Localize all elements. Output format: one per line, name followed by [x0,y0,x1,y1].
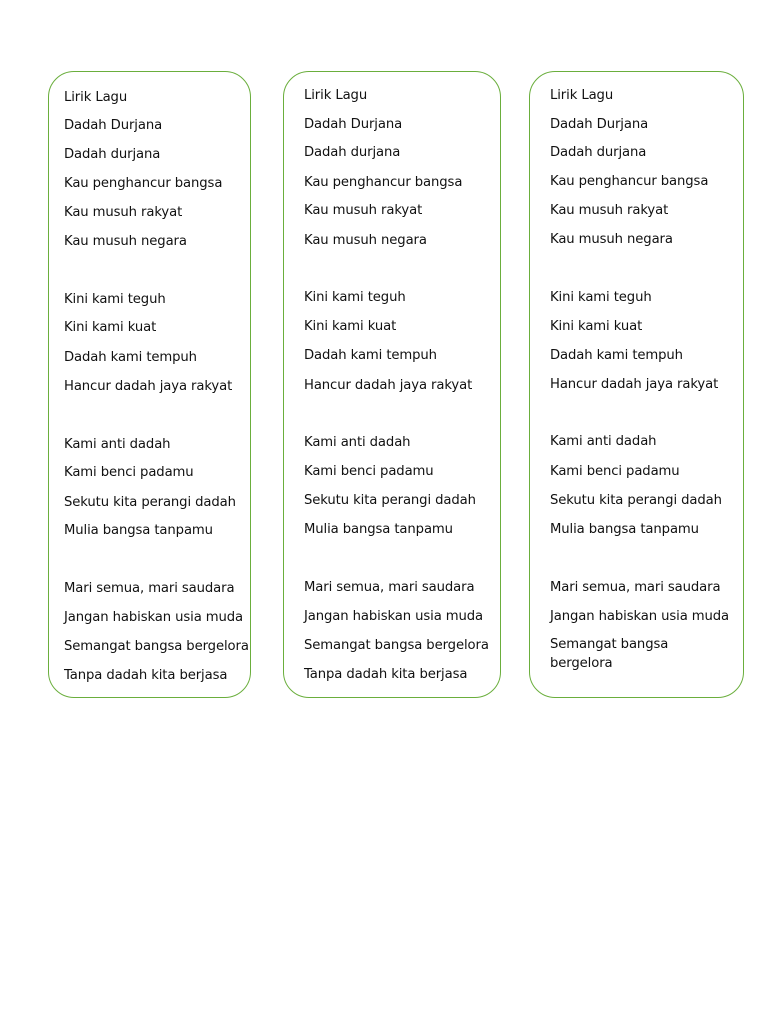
lyrics-heading: Lirik Lagu [64,90,128,105]
lyric-line: Jangan habiskan usia muda [304,609,484,624]
lyric-line: Kini kami kuat [550,319,643,334]
lyric-line: Kau musuh rakyat [304,203,423,218]
lyric-line: Kau musuh negara [550,232,673,247]
lyric-line: Mari semua, mari saudara [64,581,235,596]
lyric-line: Kau penghancur bangsa [550,174,709,189]
lyric-line: Mulia bangsa tanpamu [64,523,213,538]
lyric-line: Jangan habiskan usia muda [64,610,244,625]
lyric-line: Kami benci padamu [304,464,434,479]
lyric-line: Sekutu kita perangi dadah [304,493,476,508]
song-title: Dadah Durjana [550,117,649,132]
lyric-line: Kini kami teguh [304,290,406,305]
lyric-line: Dadah durjana [304,145,401,160]
lyric-line: Mari semua, mari saudara [550,580,721,595]
lyric-line: Semangat bangsa bergelora [64,639,249,654]
lyric-line: Kami anti dadah [304,435,411,450]
lyrics-card-3 [529,71,744,698]
lyric-line: Mari semua, mari saudara [304,580,475,595]
lyric-line: Dadah kami tempuh [550,348,683,363]
lyric-line: Hancur dadah jaya rakyat [64,379,233,394]
lyric-line: Kami anti dadah [550,434,657,449]
song-title: Dadah Durjana [304,117,403,132]
lyric-line: Kau penghancur bangsa [64,176,223,191]
lyric-line: Hancur dadah jaya rakyat [550,377,719,392]
lyrics-heading: Lirik Lagu [304,88,368,103]
song-title: Dadah Durjana [64,118,163,133]
lyric-line: Kami anti dadah [64,437,171,452]
lyrics-heading: Lirik Lagu [550,88,614,103]
lyric-line: Mulia bangsa tanpamu [550,522,699,537]
lyric-line: Jangan habiskan usia muda [550,609,730,624]
lyric-line: Dadah durjana [550,145,647,160]
lyric-line: Tanpa dadah kita berjasa [304,667,468,682]
lyric-line: Kami benci padamu [64,465,194,480]
lyric-line: Dadah durjana [64,147,161,162]
lyric-line: Semangat bangsa bergelora [550,637,669,671]
lyric-line: Kini kami kuat [64,320,157,335]
lyric-line: Kini kami teguh [64,292,166,307]
lyric-line: Kau musuh rakyat [550,203,669,218]
lyric-line: Kau penghancur bangsa [304,175,463,190]
lyric-line: Tanpa dadah kita berjasa [64,668,228,683]
lyric-line: Kini kami kuat [304,319,397,334]
lyric-line: Sekutu kita perangi dadah [550,493,722,508]
lyric-line: Kini kami teguh [550,290,652,305]
lyric-line: Mulia bangsa tanpamu [304,522,453,537]
lyrics-card-2 [283,71,501,698]
lyric-line: Kami benci padamu [550,464,680,479]
lyric-line: Dadah kami tempuh [304,348,437,363]
lyric-line: Hancur dadah jaya rakyat [304,378,473,393]
lyric-line: Kau musuh negara [304,233,427,248]
lyric-line: Semangat bangsa bergelora [304,638,489,653]
lyrics-card-1 [48,71,251,698]
lyric-line: Kau musuh rakyat [64,205,183,220]
lyric-line: Sekutu kita perangi dadah [64,495,236,510]
lyric-line: Kau musuh negara [64,234,187,249]
lyric-line: Dadah kami tempuh [64,350,197,365]
